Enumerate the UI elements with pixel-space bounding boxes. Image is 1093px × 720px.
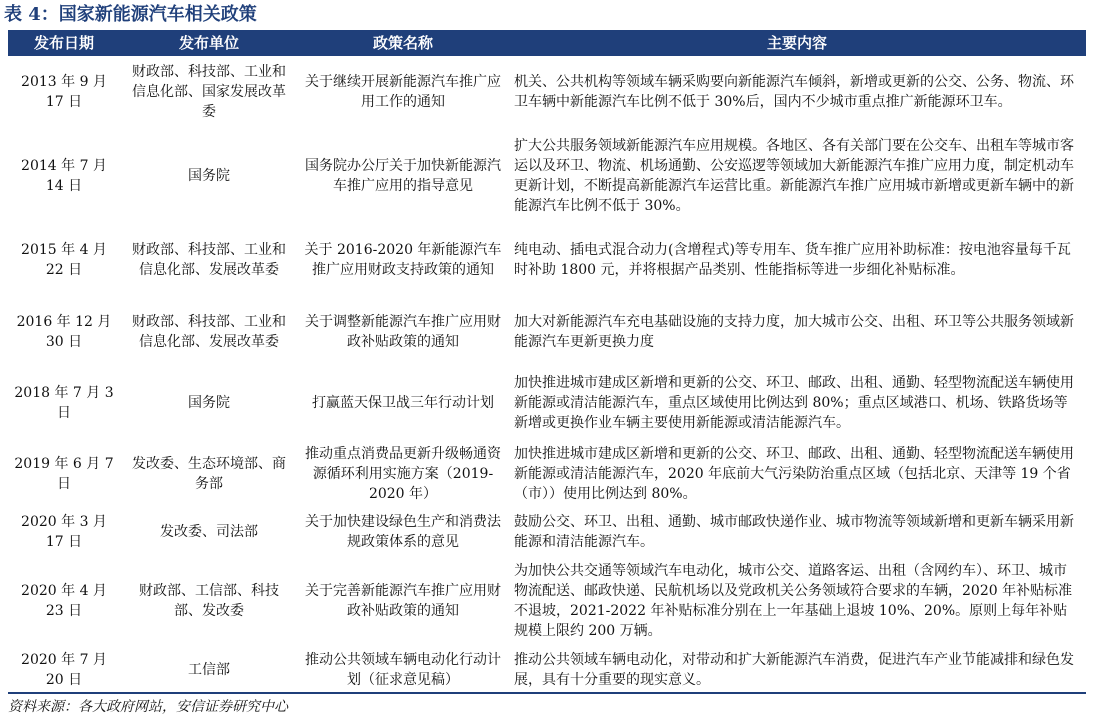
cell-policy-name: 关于继续开展新能源汽车推广应用工作的通知	[305, 74, 501, 111]
table-row	[8, 297, 1086, 367]
cell-content: 推动公共领域车辆电动化，对带动和扩大新能源汽车消费，促进汽车产业节能减排和绿色发展，具有十分重要的现实意义。	[514, 651, 1074, 688]
header-content: 主要内容	[508, 30, 1086, 55]
cell-issuer: 发改委、司法部	[160, 524, 258, 540]
cell-date: 2020 年 4 月 23 日	[21, 583, 107, 619]
cell-policy-name: 推动公共领域车辆电动化行动计划（征求意见稿）	[305, 651, 501, 688]
cell-policy-name: 关于完善新能源汽车推广应用财政补贴政策的通知	[305, 583, 501, 619]
cell-date: 2013 年 9 月 17 日	[21, 74, 107, 111]
table-row	[8, 367, 1086, 439]
cell-date: 2020 年 7 月 20 日	[21, 651, 107, 688]
cell-policy-name: 关于加快建设绿色生产和消费法规政策体系的意见	[305, 514, 501, 550]
cell-content: 扩大公共服务领域新能源汽车应用规模。各地区、各有关部门要在公交车、出租车等城市客运以及环卫、物流、机场通勤、公安巡逻等领域加大新能源汽车推广应用力度，制定机动车更新计划，不断提高新能源汽车运营比重。新能源汽车推广应用城市新增或更新车辆中的新能源汽车比例不低于 30%。	[514, 138, 1074, 214]
cell-content: 纯电动、插电式混合动力(含增程式)等专用车、货车推广应用补助标准：按电池容量每千瓦时补助 1800 元，并将根据产品类别、性能指标等进一步细化补贴标准。	[514, 242, 1071, 278]
cell-issuer: 财政部、科技部、工业和信息化部、发展改革委	[132, 314, 286, 350]
cell-date: 2015 年 4 月 22 日	[21, 242, 107, 278]
cell-policy-name: 推动重点消费品更新升级畅通资源循环利用实施方案（2019-2020 年）	[305, 446, 501, 502]
cell-date: 2019 年 6 月 7 日	[14, 456, 114, 492]
cell-content: 为加快公共交通等领域汽车电动化，城市公交、道路客运、出租（含网约车）、环卫、城市物流配送、邮政快递、民航机场以及党政机关公务领域符合要求的车辆，2020 年补贴标准不退坡，2021-2022 年补贴标准分别在上一年基础上退坡 10%、20%。原则上每年补贴规模上限约 200 万辆。	[514, 563, 1073, 639]
cell-issuer: 财政部、科技部、工业和信息化部、发展改革委	[132, 242, 286, 278]
cell-issuer: 国务院	[188, 395, 230, 411]
cell-date: 2020 年 3 月 17 日	[21, 514, 107, 550]
cell-policy-name: 打赢蓝天保卫战三年行动计划	[312, 395, 494, 411]
cell-date: 2014 年 7 月 14 日	[21, 158, 107, 194]
header-date: 发布日期	[8, 30, 120, 55]
table-row	[8, 509, 1086, 555]
cell-policy-name: 关于 2016-2020 年新能源汽车推广应用财政支持政策的通知	[304, 242, 502, 278]
policy-table	[8, 30, 1086, 694]
table-header-row	[8, 30, 1086, 55]
table-row	[8, 129, 1086, 223]
table-row	[8, 647, 1086, 693]
header-policy-name: 政策名称	[298, 30, 508, 55]
table-row	[8, 439, 1086, 509]
cell-issuer: 发改委、生态环境部、商务部	[132, 456, 286, 492]
cell-content: 加快推进城市建成区新增和更新的公交、环卫、邮政、出租、通勤、轻型物流配送车辆使用新能源或清洁能源汽车，重点区域使用比例达到 80%；重点区域港口、机场、铁路货场等新增或更换作业车辆主要使用新能源或清洁能源汽车。	[514, 375, 1074, 431]
cell-issuer: 工信部	[188, 661, 230, 678]
table-title: 表 4：国家新能源汽车相关政策	[4, 4, 257, 25]
cell-content: 鼓励公交、环卫、出租、通勤、城市邮政快递作业、城市物流等领域新增和更新车辆采用新能源和清洁能源汽车。	[514, 514, 1074, 550]
cell-content: 机关、公共机构等领域车辆采购要向新能源汽车倾斜，新增或更新的公交、公务、物流、环卫车辆中新能源汽车比例不低于 30%后，国内不少城市重点推广新能源环卫车。	[514, 74, 1074, 111]
table-row	[8, 55, 1086, 129]
cell-content: 加快推进城市建成区新增和更新的公交、环卫、邮政、出租、通勤、轻型物流配送车辆使用新能源或清洁能源汽车，2020 年底前大气污染防治重点区域（包括北京、天津等 19 个省（市））使用比例达到 80%。	[514, 446, 1074, 502]
cell-content: 加大对新能源汽车充电基础设施的支持力度，加大城市公交、出租、环卫等公共服务领域新能源汽车更新更换力度	[514, 314, 1074, 350]
cell-issuer: 财政部、工信部、科技部、发改委	[139, 583, 279, 619]
header-issuer: 发布单位	[120, 30, 298, 55]
cell-issuer: 国务院	[188, 168, 230, 184]
cell-issuer: 财政部、科技部、工业和信息化部、国家发展改革委	[132, 64, 286, 121]
cell-policy-name: 关于调整新能源汽车推广应用财政补贴政策的通知	[305, 314, 501, 350]
table-row	[8, 555, 1086, 647]
cell-date: 2016 年 12 月 30 日	[16, 314, 112, 350]
table-row	[8, 223, 1086, 297]
cell-policy-name: 国务院办公厅关于加快新能源汽车推广应用的指导意见	[305, 158, 501, 194]
cell-date: 2018 年 7 月 3 日	[14, 385, 114, 421]
source-note: 资料来源：各大政府网站，安信证券研究中心	[8, 699, 288, 715]
